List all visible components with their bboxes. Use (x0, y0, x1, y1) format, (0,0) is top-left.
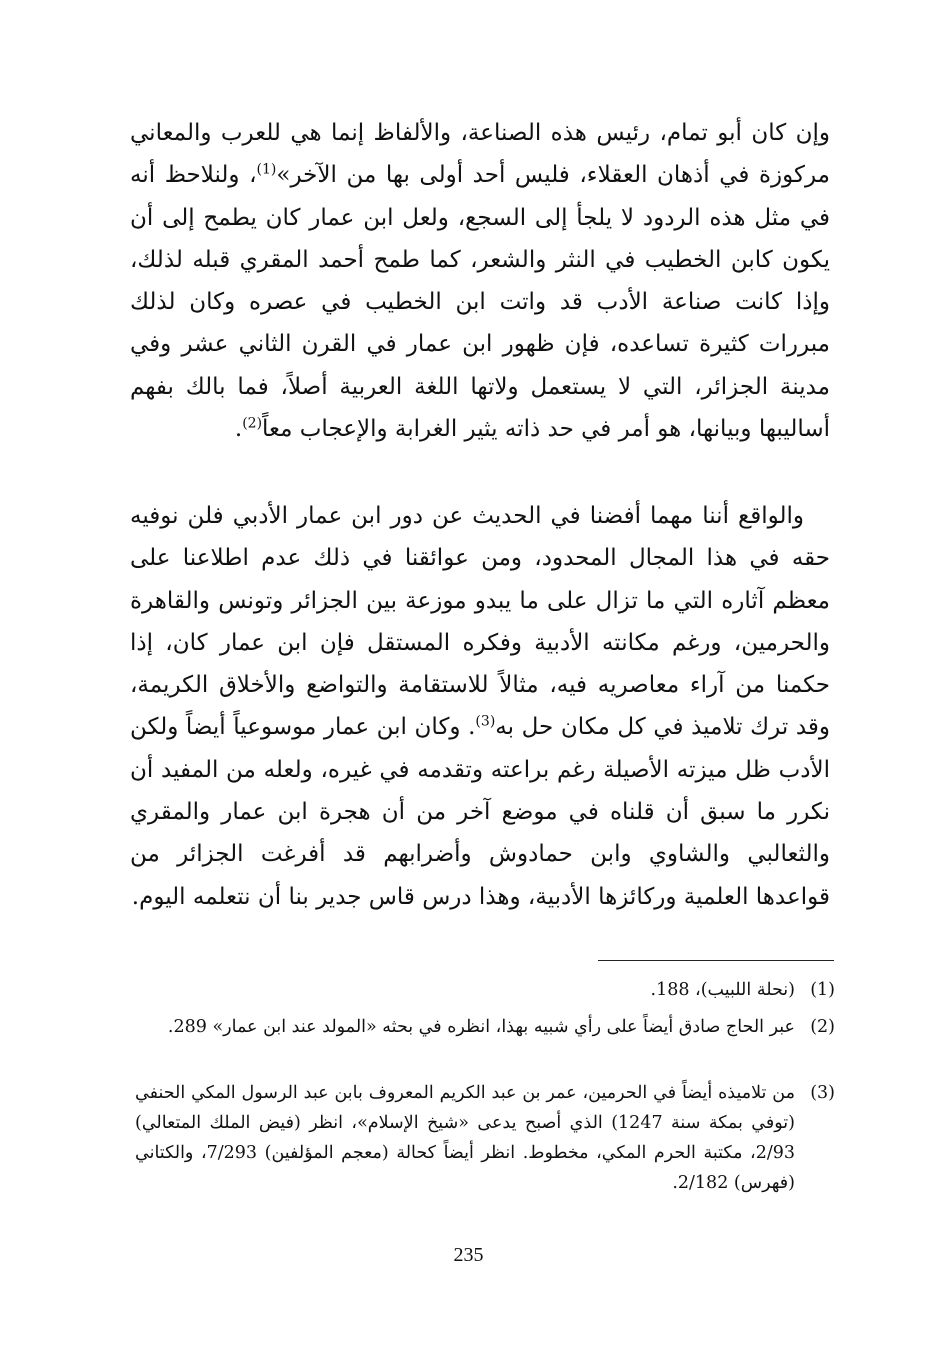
paragraph-1-text-a: وإن كان أبو تمام، رئيس هذه الصناعة، والألفاظ إنما هي للعرب والمعاني مركوزة في أذهان العقلاء، فليس أحد أولى بها من الآخر» (130, 120, 830, 189)
footnote-ref-2: (2) (242, 415, 263, 432)
paragraph-1-text-b: ، ولنلاحظ أنه في مثل هذه الردود لا يلجأ إلى السجع، ولعل ابن عمار كان يطمح إلى أن يكون كابن الخطيب في النثر والشعر، كما طمح أحمد المقري قبله لذلك، وإذا كانت صناعة الأدب قد واتت ابن الخطيب في عصره وكان لذلك مبررات كثيرة تساعده، فإن ظهور ابن عمار في القرن الثاني عشر وفي مدينة الجزائر، التي لا يستعمل ولاتها اللغة العربية أصلاً، فما بالك بفهم أساليبها وبيانها، هو أمر في حد ذاته يثير الغرابة والإعجاب معاً (130, 162, 830, 443)
footnote-text: (نحلة اللبيب)، 188. (650, 980, 795, 1000)
paragraph-2-text-a: والواقع أننا مهما أفضنا في الحديث عن دور ابن عمار الأدبي فلن نوفيه حقه في هذا المجال المحدود، ومن عوائقنا في ذلك عدم اطلاعنا على معظم آثاره التي ما تزال على ما يبدو موزعة بين الجزائر وتونس والقاهرة والحرمين، ورغم مكانته الأدبية وفكره المستقل فإن ابن عمار كان، إذا حكمنا من آراء معاصريه فيه، مثالاً للاستقامة والتواضع والأخلاق الكريمة، وقد ترك تلاميذ في كل مكان حل به (130, 503, 830, 741)
paragraph-1-text-c: . (234, 416, 243, 443)
footnote-2 (135, 1012, 835, 1042)
footnote-number: (1) (810, 980, 835, 1000)
footnote-number: (3) (810, 1083, 835, 1103)
footnote-ref-1: (1) (256, 161, 277, 178)
body-paragraph-1 (130, 112, 830, 450)
paragraph-2-text-b: . وكان ابن عمار موسوعياً أيضاً ولكن الأدب ظل ميزته الأصيلة رغم براعته وتقدمه في غيره، ولعله من المفيد أن نكرر ما سبق أن قلناه في موضع آخر من أن هجرة ابن عمار والمقري والثعالبي والشاوي وابن حمادوش وأضرابهم قد أفرغت الجزائر من قواعدها العلمية وركائزها الأدبية، وهذا درس قاس جدير بنا أن نتعلمه اليوم. (130, 714, 830, 910)
footnote-ref-3: (3) (475, 713, 496, 730)
footnote-text: من تلاميذه أيضاً في الحرمين، عمر بن عبد الكريم المعروف بابن عبد الرسول المكي الحنفي (توفي بمكة سنة 1247) الذي أصبح يدعى «شيخ الإسلام»، انظر (فيض الملك المتعالي) 2/93، مكتبة الحرم المكي، مخطوط. انظر أيضاً كحالة (معجم المؤلفين) 7/293، والكتاني (فهرس) 2/182. (135, 1083, 795, 1193)
footnote-number: (2) (810, 1017, 835, 1037)
page-number: 235 (453, 1244, 484, 1266)
footnote-1 (135, 975, 835, 1005)
footnote-3 (135, 1078, 835, 1198)
footnote-text: عبر الحاج صادق أيضاً على رأي شبيه بهذا، انظره في بحثه «المولد عند ابن عمار» 289. (167, 1017, 795, 1037)
footnote-separator (598, 960, 834, 961)
body-paragraph-2 (130, 495, 830, 918)
